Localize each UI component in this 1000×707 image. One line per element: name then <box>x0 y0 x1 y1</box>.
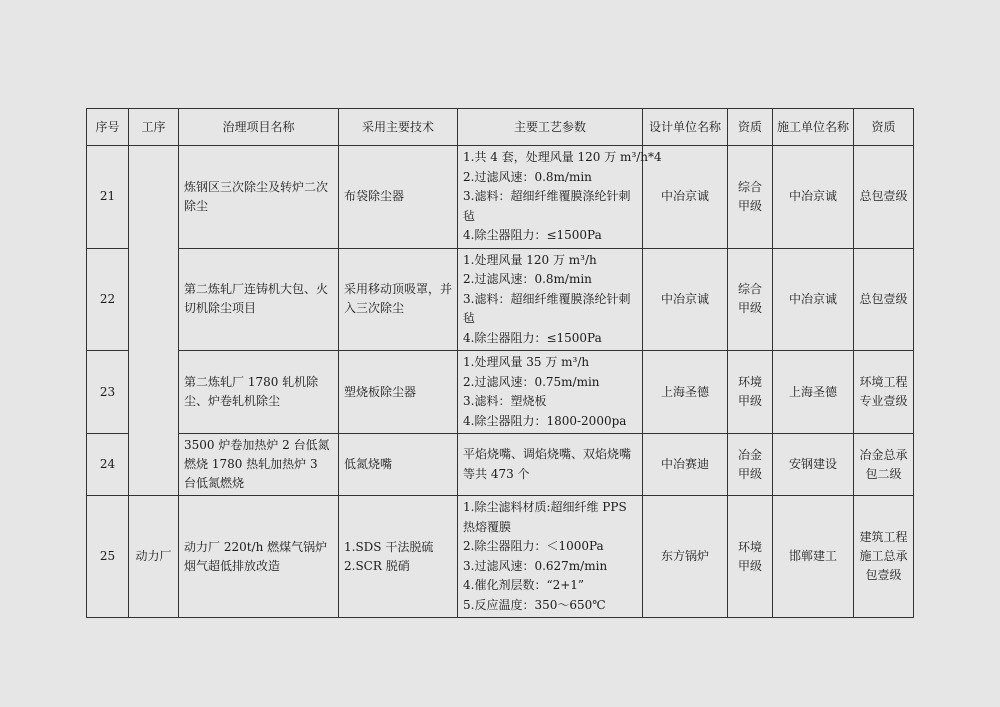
process-cell <box>129 146 179 496</box>
params-cell <box>458 434 643 496</box>
param-line: 3.滤料：超细纤维覆膜涤纶针刺 <box>463 291 631 306</box>
header-design-qual: 资质 <box>728 109 773 146</box>
param-line: 3.过滤风速：0.627m/min <box>463 558 608 573</box>
seq-cell: 22 <box>87 248 129 351</box>
header-params: 主要工艺参数 <box>458 109 643 146</box>
project-cell: 动力厂 220t/h 燃煤气锅炉烟气超低排放改造 <box>179 496 339 618</box>
design-unit-cell: 上海圣德 <box>643 351 728 434</box>
construct-qual-cell: 建筑工程施工总承包壹级 <box>854 496 914 618</box>
design-qual-cell: 冶金甲级 <box>728 434 773 496</box>
project-table <box>86 108 914 618</box>
project-cell: 炼钢区三次除尘及转炉二次除尘 <box>179 146 339 249</box>
seq-cell: 23 <box>87 351 129 434</box>
param-line: 毡 <box>463 311 476 325</box>
param-line: 4.除尘器阻力：≤1500Pa <box>463 228 602 242</box>
design-qual-cell: 综合甲级 <box>728 146 773 249</box>
param-line: 2.过滤风速：0.75m/min <box>463 374 600 389</box>
design-qual-cell: 环境甲级 <box>728 496 773 618</box>
project-cell: 第二炼轧厂 1780 轧机除尘、炉卷轧机除尘 <box>179 351 339 434</box>
table-row <box>87 146 914 249</box>
header-tech: 采用主要技术 <box>339 109 458 146</box>
design-unit-cell: 东方锅炉 <box>643 496 728 618</box>
param-line: 等共 473 个 <box>463 466 530 481</box>
seq-cell: 24 <box>87 434 129 496</box>
param-line: 4.除尘器阻力：1800-2000pa <box>463 413 627 428</box>
params-cell <box>458 496 643 618</box>
design-unit-cell: 中冶京诚 <box>643 248 728 351</box>
project-cell: 3500 炉卷加热炉 2 台低氮燃烧 1780 热轧加热炉 3 台低氮燃烧 <box>179 434 339 496</box>
table-row <box>87 248 914 351</box>
header-project: 治理项目名称 <box>179 109 339 146</box>
params-cell <box>458 146 662 249</box>
construct-qual-cell: 冶金总承包二级 <box>854 434 914 496</box>
project-cell: 第二炼轧厂连铸机大包、火切机除尘项目 <box>179 248 339 351</box>
param-line: 4.催化剂层数：“2+1” <box>463 578 585 592</box>
param-line: 1.共 4 套，处理风量 120 万 m³/h*4 <box>463 150 662 164</box>
params-cell <box>458 248 643 351</box>
param-line: 3.滤料：塑烧板 <box>463 394 547 408</box>
seq-cell: 21 <box>87 146 129 249</box>
params-cell <box>458 351 643 434</box>
construct-unit-cell: 中冶京诚 <box>773 248 854 351</box>
header-row <box>87 109 914 146</box>
param-line: 1.除尘滤料材质:超细纤维 PPS <box>463 500 627 514</box>
tech-cell: 低氮烧嘴 <box>339 434 458 496</box>
param-line: 平焰烧嘴、调焰烧嘴、双焰烧嘴 <box>463 447 632 461</box>
design-qual-cell: 综合甲级 <box>728 248 773 351</box>
table-row <box>87 434 914 496</box>
header-construct-qual: 资质 <box>854 109 914 146</box>
param-line: 5.反应温度：350～650℃ <box>463 597 606 612</box>
tech-cell: 塑烧板除尘器 <box>339 351 458 434</box>
construct-qual-cell: 总包壹级 <box>854 248 914 351</box>
param-line: 毡 <box>463 208 476 223</box>
tech-cell: 采用移动顶吸罩，并入三次除尘 <box>339 248 458 351</box>
param-line: 2.除尘器阻力：＜1000Pa <box>463 539 604 553</box>
param-line: 热熔覆膜 <box>463 519 512 534</box>
param-line: 3.滤料：超细纤维覆膜涤纶针刺 <box>463 189 631 203</box>
table-row <box>87 496 914 618</box>
header-seq: 序号 <box>87 109 129 146</box>
design-unit-cell: 中冶赛迪 <box>643 434 728 496</box>
header-design-unit: 设计单位名称 <box>643 109 728 146</box>
tech-cell: 布袋除尘器 <box>339 146 458 249</box>
tech-cell: 1.SDS 干法脱硫 2.SCR 脱硝 <box>339 496 458 618</box>
param-line: 4.除尘器阻力：≤1500Pa <box>463 330 602 345</box>
construct-unit-cell: 上海圣德 <box>773 351 854 434</box>
construct-qual-cell: 环境工程专业壹级 <box>854 351 914 434</box>
process-cell: 动力厂 <box>129 496 179 618</box>
design-qual-cell: 环境甲级 <box>728 351 773 434</box>
table-row <box>87 351 914 434</box>
param-line: 1.处理风量 120 万 m³/h <box>463 252 597 267</box>
construct-unit-cell: 中冶京诚 <box>773 146 854 249</box>
construct-unit-cell: 邯郸建工 <box>773 496 854 618</box>
header-construct-unit: 施工单位名称 <box>773 109 854 146</box>
param-line: 1.处理风量 35 万 m³/h <box>463 355 590 369</box>
header-process: 工序 <box>129 109 179 146</box>
param-line: 2.过滤风速：0.8m/min <box>463 169 592 184</box>
design-unit-cell: 中冶京诚 <box>643 146 728 249</box>
construct-unit-cell: 安钢建设 <box>773 434 854 496</box>
construct-qual-cell: 总包壹级 <box>854 146 914 249</box>
param-line: 2.过滤风速：0.8m/min <box>463 272 592 286</box>
seq-cell: 25 <box>87 496 129 618</box>
